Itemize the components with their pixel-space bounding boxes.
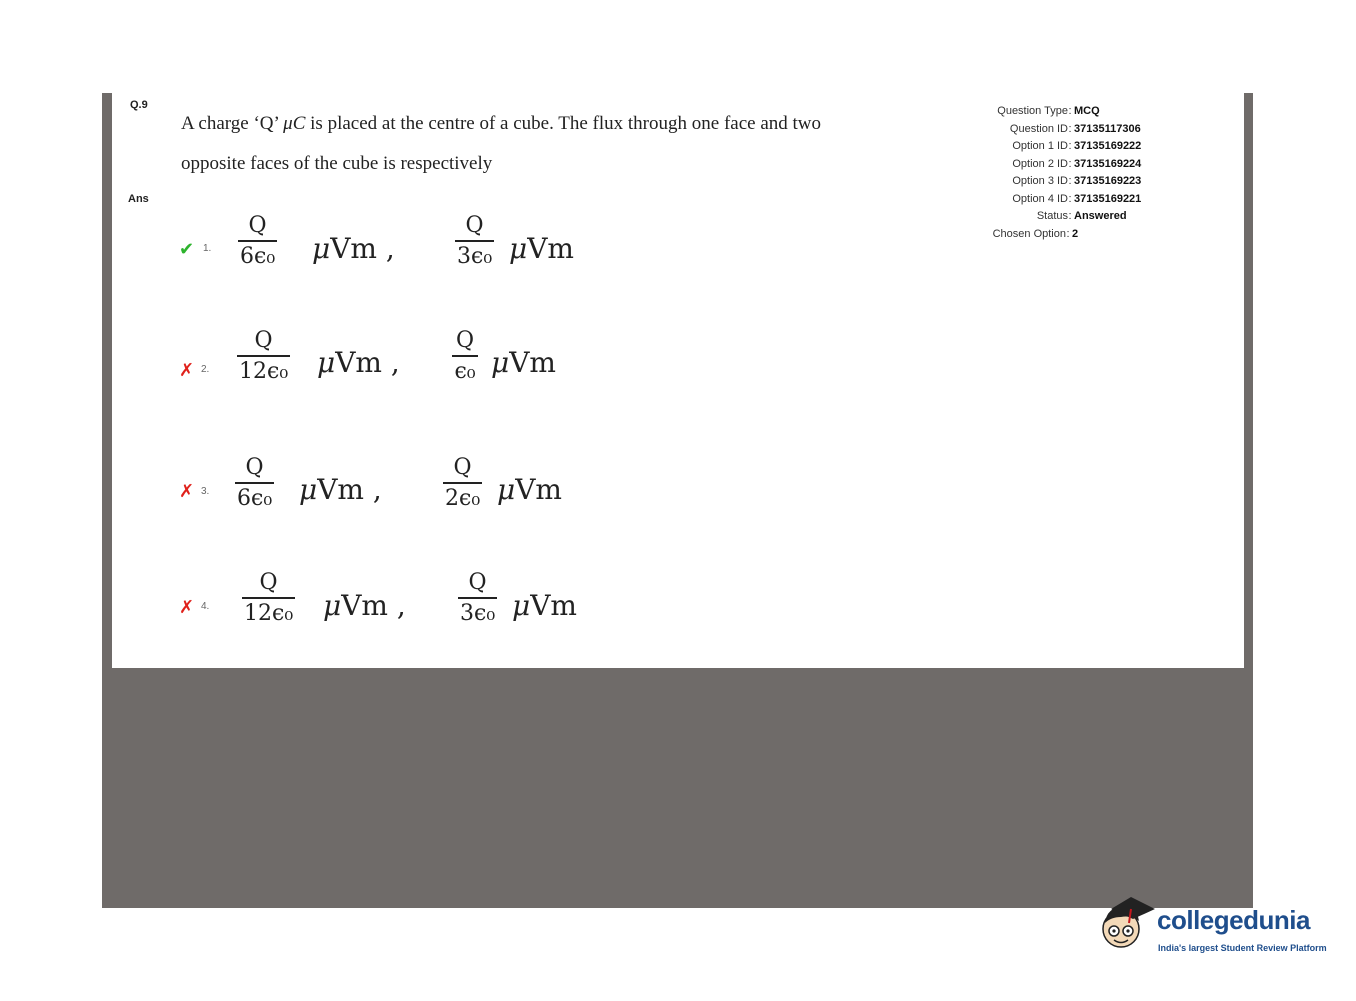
check-icon: ✔ [179,239,195,259]
unit [509,232,574,265]
unit-text: Vm [527,232,574,265]
fraction-numerator: Q [245,455,264,480]
fraction-denominator: 12ϵ₀ [239,359,289,384]
fraction-denominator: 6ϵ₀ [240,244,276,269]
meta-key: Option 2 ID [1012,157,1068,170]
fraction-denominator: 3ϵ₀ [460,601,496,626]
question-text-unit: μC [283,113,306,134]
fraction-denominator: 3ϵ₀ [457,244,493,269]
fraction-numerator: Q [456,328,475,353]
meta-key: Option 3 ID [1012,175,1068,187]
collegedunia-logo[interactable] [1097,893,1327,963]
cross-icon: ✗ [179,597,195,617]
fraction-numerator: Q [248,213,267,238]
unit-mu: μ [299,473,318,506]
question-meta: Question Type : MCQ Question ID : 37135117306 Option 1 ID : 37135169222 Option 2 ID : 37135169224 Option 3 ID : 37135169223 Option 4 ID : 37135169221 Status : Answered Chosen Option : 2 [940,103,1141,243]
fraction-numerator: Q [465,213,484,238]
fraction-denominator: 12ϵ₀ [244,601,294,626]
meta-key: Question Type [997,105,1068,117]
question-text-line2: opposite faces of the cube is respectively [181,153,493,174]
unit [299,473,382,506]
logo-tagline: India's largest Student Review Platform [1158,943,1327,953]
question-number: Q.9 [130,99,148,111]
unit [512,589,577,622]
unit-mu: μ [317,346,336,379]
unit-text: Vm , [335,346,400,379]
meta-value: Answered [1074,210,1127,222]
unit-mu: μ [512,589,531,622]
answer-label: Ans [128,193,149,205]
meta-value: 37135169222 [1074,140,1142,152]
meta-key: Status [1036,210,1068,222]
fraction-numerator: Q [453,455,472,480]
cross-icon: ✗ [179,481,195,501]
unit-mu: μ [509,232,528,265]
question-text-pre: A charge ‘Q’ [181,113,284,134]
unit-text: Vm [530,589,577,622]
meta-value: 37135169224 [1074,157,1142,170]
meta-value: 37135169223 [1074,175,1142,187]
fraction [237,327,290,387]
meta-value: 2 [1072,227,1079,240]
unit-mu: μ [312,232,331,265]
fraction [242,569,295,629]
fraction [235,454,274,514]
logo-brand: collegedunia [1157,905,1310,935]
meta-key: Option 4 ID [1012,192,1068,205]
fraction-denominator: 2ϵ₀ [445,486,481,511]
fraction [238,212,277,272]
option-number: 1. [203,243,212,254]
unit-mu: μ [323,589,342,622]
unit-text: Vm , [341,589,406,622]
unit-text: Vm [515,473,562,506]
unit-mu: μ [491,346,510,379]
meta-value: MCQ [1074,105,1100,117]
meta-key: Chosen Option [992,227,1066,240]
meta-key: Option 1 ID [1012,140,1068,152]
fraction [443,454,482,514]
option-number: 4. [201,601,210,612]
fraction [452,327,478,387]
option-number: 3. [201,486,210,497]
meta-value: 37135117306 [1074,122,1141,135]
unit [491,346,556,379]
fraction-denominator: 6ϵ₀ [237,486,273,511]
fraction-denominator: ϵ₀ [454,359,476,384]
unit-text: Vm , [317,473,382,506]
unit [312,232,395,265]
fraction-numerator: Q [468,570,487,595]
fraction-numerator: Q [254,328,273,353]
unit-text: Vm [509,346,556,379]
mascot-icon [1097,893,1159,963]
meta-value: 37135169221 [1074,192,1142,205]
question-text [181,104,901,184]
unit [497,473,562,506]
option-number: 2. [201,364,210,375]
question-text-post: is placed at the centre of a cube. The flux through one face and two [305,113,821,134]
fraction-numerator: Q [259,570,278,595]
unit-text: Vm , [330,232,395,265]
cross-icon: ✗ [179,360,195,380]
unit-mu: μ [497,473,516,506]
meta-key: Question ID [1009,122,1068,135]
unit [323,589,406,622]
unit [317,346,400,379]
fraction [455,212,494,272]
fraction [458,569,497,629]
